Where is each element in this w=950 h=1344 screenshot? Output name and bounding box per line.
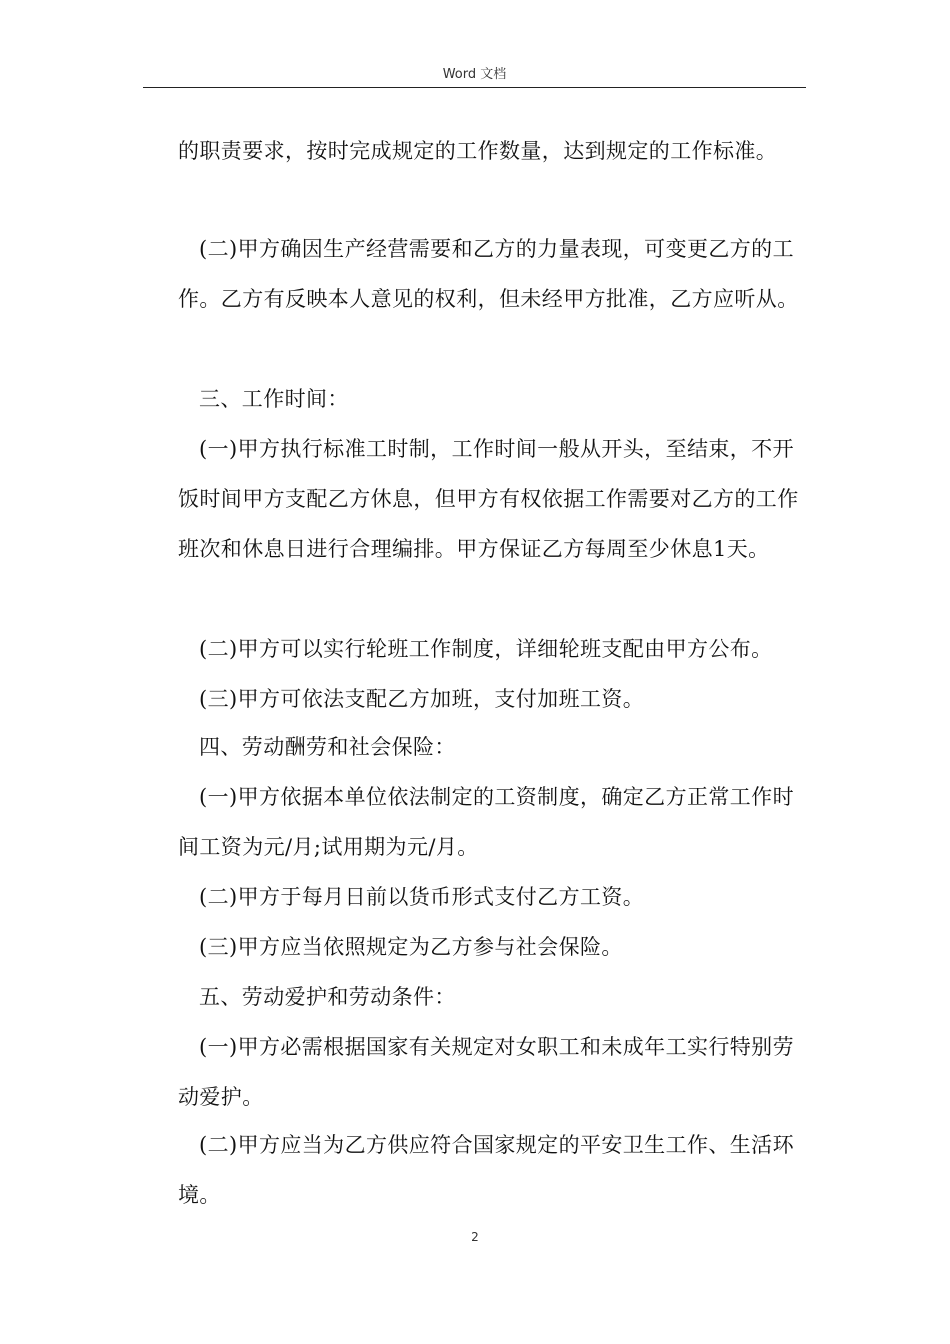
paragraph-overtime: (三)甲方可依法支配乙方加班，支付加班工资。 bbox=[199, 687, 645, 711]
section-heading-labor-protection: 五、劳动爱护和劳动条件： bbox=[199, 985, 456, 1009]
paragraph-wage-system: (一)甲方依据本单位依法制定的工资制度，确定乙方正常工作时间工资为元/月;试用期为元/月。 bbox=[178, 785, 794, 859]
paragraph-work-environment: (二)甲方应当为乙方供应符合国家规定的平安卫生工作、生活环境。 bbox=[178, 1133, 794, 1207]
paragraph-standard-hours: (一)甲方执行标准工时制，工作时间一般从开头，至结束，不开饭时间甲方支配乙方休息，但甲方有权依据工作需要对乙方的工作班次和休息日进行合理编排。甲方保证乙方每周至少休息1天。 bbox=[178, 437, 799, 561]
paragraph-job-change: (二)甲方确因生产经营需要和乙方的力量表现，可变更乙方的工作。乙方有反映本人意见的权利，但未经甲方批准，乙方应听从。 bbox=[178, 237, 799, 311]
paragraph-payment-date: (二)甲方于每月日前以货币形式支付乙方工资。 bbox=[199, 885, 645, 909]
section-heading-work-time: 三、工作时间： bbox=[199, 387, 349, 411]
header-divider bbox=[143, 87, 806, 88]
paragraph-shift-system: (二)甲方可以实行轮班工作制度，详细轮班支配由甲方公布。 bbox=[199, 637, 773, 661]
page-number: 2 bbox=[471, 1230, 479, 1244]
section-heading-pay-insurance: 四、劳动酬劳和社会保险： bbox=[199, 735, 456, 759]
paragraph-continuation: 的职责要求，按时完成规定的工作数量，达到规定的工作标准。 bbox=[178, 139, 778, 163]
paragraph-social-insurance: (三)甲方应当依照规定为乙方参与社会保险。 bbox=[199, 935, 623, 959]
page-header: Word 文档 bbox=[442, 67, 507, 82]
paragraph-special-protection: (一)甲方必需根据国家有关规定对女职工和未成年工实行特别劳动爱护。 bbox=[178, 1035, 794, 1109]
